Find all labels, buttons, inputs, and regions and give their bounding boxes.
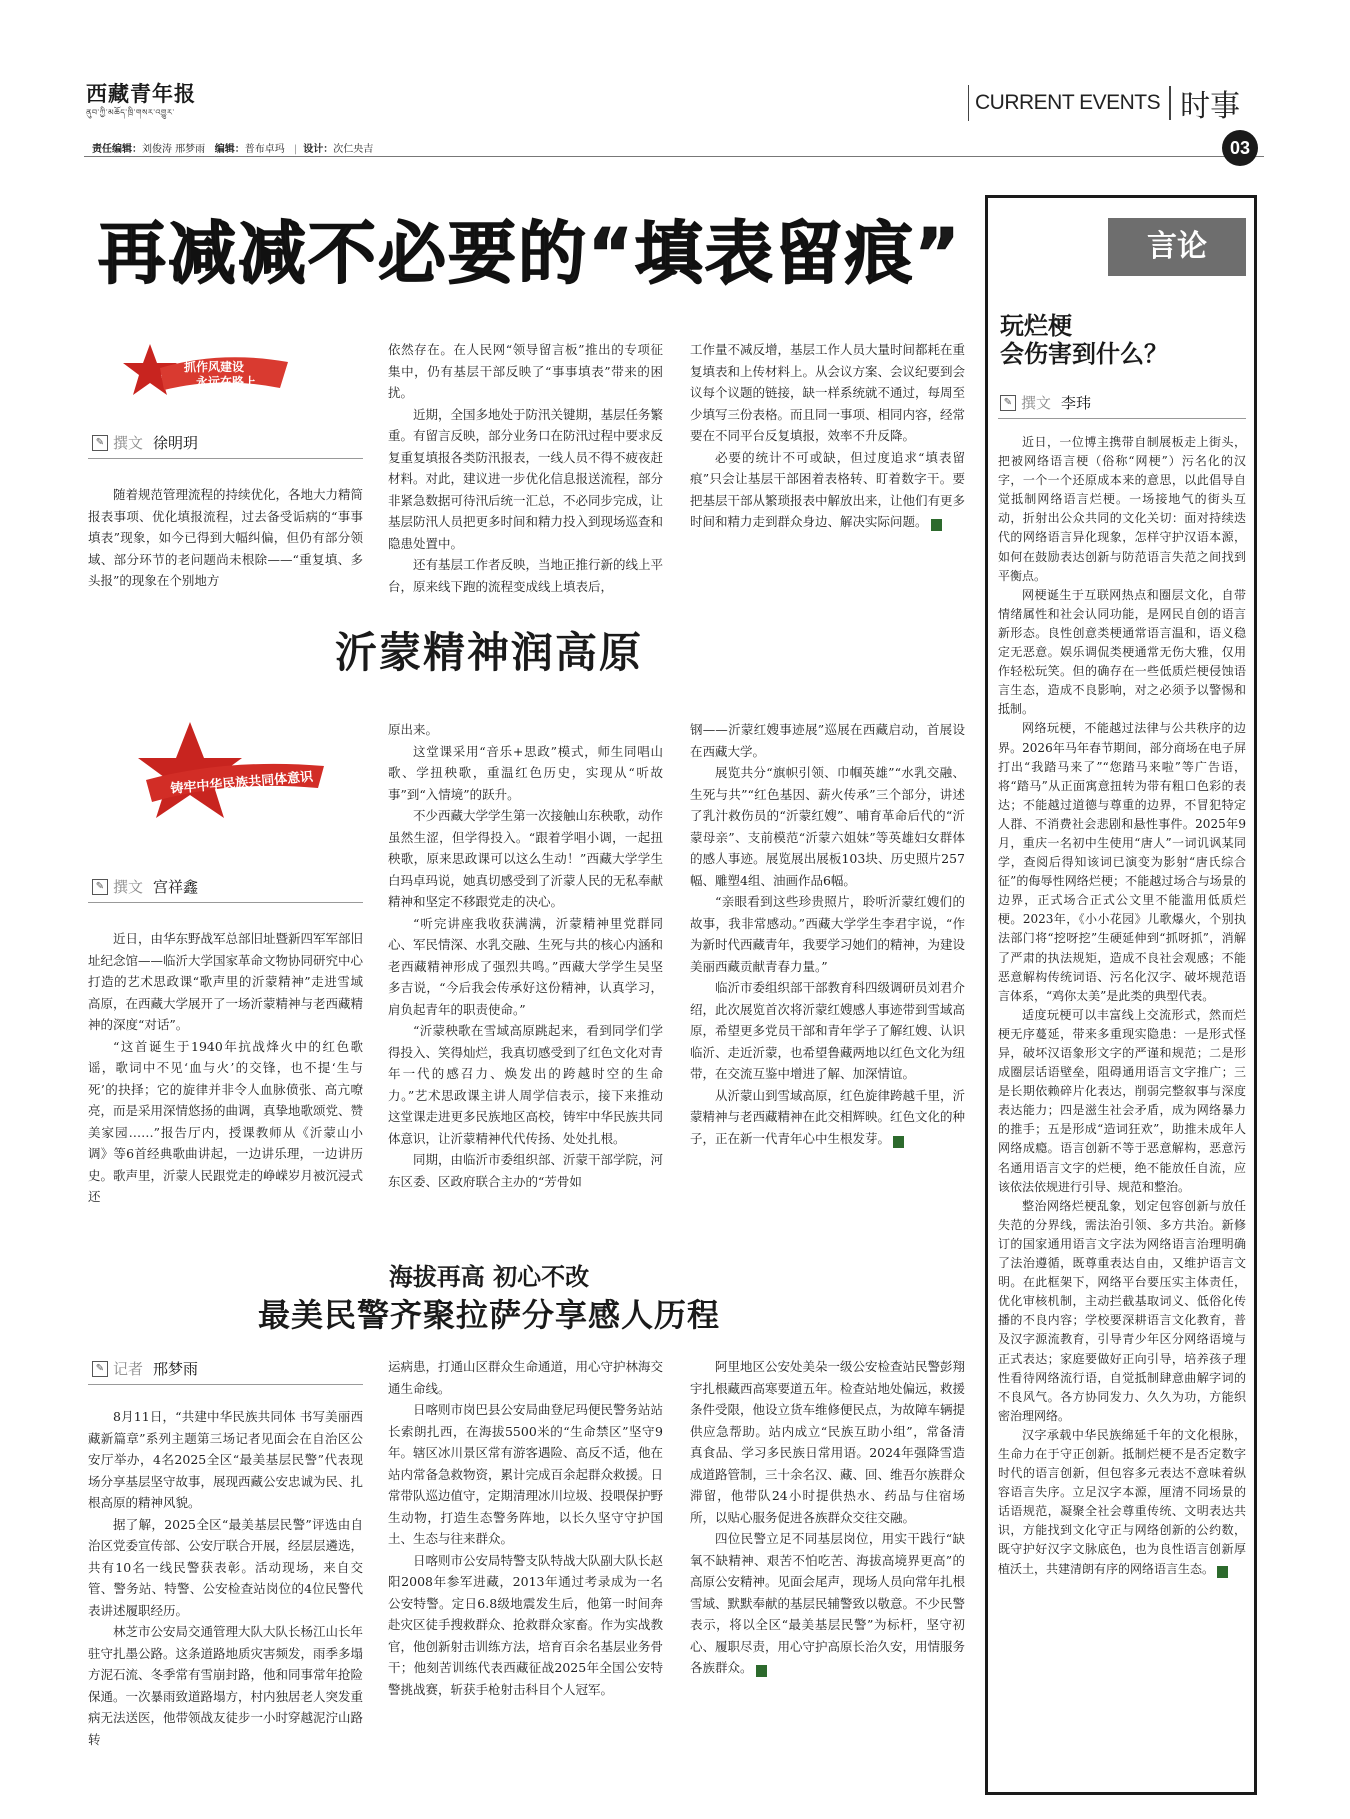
- end-mark-icon: 青: [893, 1136, 904, 1148]
- paragraph: 林芝市公安局交通管理大队大队长杨江山长年驻守扎墨公路。这条道路地质灾害频发，雨季多塌方泥石流、冬季常有雪崩封路，他和同事常年抢险保通。一次暴雨致道路塌方，村内独居老人突发重病无法送医，他带领战友徒步一小时穿越泥泞山路转: [88, 1624, 364, 1747]
- paragraph: 据了解，2025全区“最美基层民警”评选由自治区党委宣传部、公安厅联合开展，经层层遴选，共有10名一线民警获表彰。活动现场，来自交管、警务站、特警、公安检查站岗位的4位民警代表讲述履职经历。: [88, 1516, 364, 1618]
- masthead-title: 西藏青年报: [86, 81, 196, 106]
- opinion-byline: [1000, 392, 1240, 413]
- article2-col1: [88, 928, 363, 1208]
- paragraph: 网络玩梗，不能越过法律与公共秩序的边界。2026年马年春节期间，部分商场在电子屏打出“我踏马来了”“您踏马来啦”等广告语，将“踏马”从正面寓意扭转为带有粗口色彩的表达；不能越过道德与尊重的边界，不冒犯特定人群、不消费社会悲剧和悬性事件。2025年9月，重庆一名初中生使用“唐人”一词讥讽某同学，查阅后得知该词已演变为影射“唐氏综合征”的侮辱性网络烂梗；不能越过场合与场景的边界，正式场合正式公文里不能滥用低质烂梗。2023年，《小小花园》儿歌爆火，个别执法部门将“挖呀挖”生硬延伸到“抓呀抓”，消解了严肃的执法规矩，造成不良社会观感；不能恶意解构传统词语、污名化汉字、破坏规范语言体系，“鸡你太美”是此类的典型代表。: [998, 721, 1246, 1003]
- page-number: 03: [1222, 130, 1258, 166]
- paragraph: 还有基层工作者反映，当地正推行新的线上平台，原来线下跑的流程变成线上填表后，: [388, 557, 664, 594]
- paragraph: 临沂市委组织部干部教育科四级调研员刘君介绍，此次展览首次将沂蒙红嫂感人事迹带到雪域高原，希望更多党员干部和青年学子了解红嫂、认识临沂、走近沂蒙，也希望鲁藏两地以红色文化为纽带，在交流互鉴中增进了解、加深情谊。: [690, 980, 966, 1081]
- paragraph: “沂蒙秧歌在雪域高原跳起来，看到同学们学得投入、笑得灿烂，我真切感受到了红色文化对青年一代的感召力、焕发出的跨越时空的生命力。”艺术思政课主讲人周学信表示，接下来推动这堂课走进更多民族地区高校，铸牢中华民族共同体意识，让沂蒙精神代代传扬、处处扎根。: [388, 1023, 664, 1146]
- paragraph: 原出来。: [388, 722, 439, 737]
- paragraph: 运病患，打通山区群众生命通道，用心守护林海交通生命线。: [388, 1359, 664, 1396]
- article2-headline: 沂蒙精神润高原: [334, 628, 643, 677]
- logo-text-2: 永远在路上: [196, 375, 257, 389]
- byline-name: 邢梦雨: [153, 1360, 199, 1378]
- opinion-title-line1: 玩烂梗: [1000, 311, 1072, 340]
- paragraph: “这首诞生于1940年抗战烽火中的红色歌谣，歌词中不见‘血与火’的交锋，也不提‘生与死’的抉择；它的旋律并非令人血脉偾张、高亢嘹亮，而是采用深情悠扬的曲调，真挚地歌颂党、赞美家园……”报告厅内，授课教师从《沂蒙山小调》等6首经典歌曲讲起，一边讲乐理，一边讲历史。歌声里，沂蒙人民跟党走的峥嵘岁月被沉浸式还: [88, 1038, 364, 1204]
- article1-col2: [388, 339, 663, 597]
- paragraph: 日喀则市岗巴县公安局曲登尼玛便民警务站站长索朗扎西，在海拔5500米的“生命禁区”坚守9年。辖区冰川景区常有游客遇险、高反不适，他在站内常备急救物资，累计完成百余起群众救援。日常带队巡边值守，定期清理冰川垃圾、投喂保护野生动物，打造生态警务阵地，以长久坚守守护国土、生态与往来群众。: [388, 1402, 664, 1546]
- credits-line: 责任编辑：刘俊涛 邢梦雨 编辑：普布卓玛 | 设计：次仁央吉: [92, 144, 374, 155]
- article2-col2: [388, 719, 663, 1192]
- byline-rule: [88, 902, 363, 903]
- pen-icon: ✎: [1000, 395, 1016, 411]
- pen-icon: ✎: [92, 879, 108, 895]
- article1-headline: 再减减不必要的“填表留痕”: [98, 215, 962, 294]
- byline-role: 撰文: [113, 878, 144, 896]
- article2-col3: [690, 719, 965, 1149]
- masthead-subtitle: ནུབ་ཀྱི་མཆོད་ཁྲི་གསར་འགྱུར་: [86, 108, 175, 117]
- paragraph: 阿里地区公安处美朵一级公安检查站民警彭翔宇扎根藏西高寒要道五年。检查站地处偏远，救援条件受限，他设立货车维修便民点，为故障车辆提供应急帮助。站内成立“民族互助小组”，常备清真食品、学习多民族日常用语。2024年强降雪造成道路管制，三十余名汉、藏、回、维吾尔族群众滞留，他带队24小时提供热水、药品与住宿场所，以贴心服务促进各族群众交往交融。: [690, 1359, 966, 1525]
- logo-text: 铸牢中华民族共同体意识: [169, 769, 314, 798]
- paragraph: 日喀则市公安局特警支队特战大队副大队长赵阳2008年参军进藏，2013年通过考录成为一名公安特警。定日6.8级地震发生后，他第一时间奔赴灾区徒手搜救群众、抢救群众家畜。作为实战教官，他创新射击训练方法，培育百余名基层业务骨干；他刻苦训练代表西藏征战2025年全国公安特警挑战赛，斩获手枪射击科目个人冠军。: [388, 1552, 664, 1697]
- credits-design-label: 设计：: [303, 144, 334, 155]
- section-cn: 时事: [1180, 89, 1241, 124]
- article1-byline: [92, 432, 198, 453]
- article1-col1: [88, 484, 363, 592]
- end-mark-icon: 青: [1217, 1566, 1228, 1578]
- article3-col2: [388, 1356, 663, 1796]
- byline-name: 李玮: [1061, 394, 1092, 412]
- paragraph: 近期，全国多地处于防汛关键期，基层任务繁重。有留言反映，部分业务口在防汛过程中要求反复重复填报各类防汛报表，一线人员不得不疲夜赶材料。对此，建议进一步优化信息报送流程，部分非紧急数据可待汛后统一汇总，不必同步完成，让基层防汛人员把更多时间和精力投入到现场巡查和隐患处置中。: [388, 406, 664, 551]
- article3-kicker: 海拔再高 初心不改: [388, 1262, 590, 1291]
- opinion-title: [1000, 312, 1240, 368]
- paragraph: 整治网络烂梗乱象，划定包容创新与放任失范的分界线，需法治引领、多方共治。新修订的国家通用语言文字法为网络语言治理明确了法治遵循，既尊重表达自由，又维护语言文明。在此框架下，网络平台要压实主体责任，优化审核机制，主动拦截基取词义、低俗化传播的不良内容；学校要深耕语言文化教育，普及汉字源流教育，引导青少年区分网络语境与正式表达；家庭要做好正向引导，培养孩子理性看待网络流行语，自觉抵制肆意曲解字词的不良风气。各方协同发力、久久为功，方能织密治理网络。: [998, 1198, 1246, 1423]
- section-en: CURRENT EVENTS: [975, 91, 1161, 114]
- credits-editor-label: 责任编辑：: [92, 144, 142, 155]
- byline-role: 记者: [113, 1360, 144, 1378]
- paragraph: 必要的统计不可或缺，但过度追求“填表留痕”只会让基层干部困着表格转、盯着数字干。要把基层干部从繁琐报表中解放出来，让他们有更多时间和精力走到群众身边、解决实际问题。 青: [690, 449, 966, 530]
- end-mark-icon: 青: [756, 1665, 767, 1677]
- credits-editor: 刘俊涛 邢梦雨: [142, 144, 206, 155]
- byline-role: 撰文: [113, 434, 144, 452]
- paragraph: 随着规范管理流程的持续优化，各地大力精简报表事项、优化填报流程，过去备受诟病的“事事填表”现象，如今已得到大幅纠偏，但仍有部分领域、部分环节的老问题尚未根除——“重复填、多头报”的现象在个别地方: [88, 487, 364, 588]
- paragraph: 8月11日，“共建中华民族共同体 书写美丽西藏新篇章”系列主题第三场记者见面会在自治区公安厅举办，4名2025全区“最美基层民警”代表现场分享基层坚守故事，展现西藏公安忠诚为民、扎根高原的精神风貌。: [88, 1409, 364, 1510]
- paragraph: “亲眼看到这些珍贵照片，聆听沂蒙红嫂们的故事，我非常感动。”西藏大学学生李君宇说，“作为新时代西藏青年，我要学习她们的精神，为建设美丽西藏贡献青春力量。”: [690, 894, 966, 974]
- paragraph: “听完讲座我收获满满，沂蒙精神里党群同心、军民情深、水乳交融、生死与共的核心内涵和老西藏精神形成了强烈共鸣。”西藏大学学生吴坚多吉说，“今后我会传承好这份精神，认真学习，肩负起青年的职责使命。”: [388, 915, 664, 1017]
- paragraph: 网梗诞生于互联网热点和圈层文化，自带情绪属性和社会认同功能，是网民自创的语言新形态。良性创意类梗通常语言温和，语义稳定无恶意。娱乐调侃类梗通常无伤大雅，仅用作轻松玩笑。但的确存在一些低质烂梗侵蚀语言生态，造成不良影响，对之必须予以警惕和抵制。: [998, 587, 1246, 717]
- article1-col3: [690, 339, 965, 533]
- opinion-title-line2: 会伤害到什么？: [1000, 339, 1168, 368]
- section-label: [968, 85, 1241, 124]
- paragraph: 钢——沂蒙红嫂事迹展”巡展在西藏启动，首展设在西藏大学。: [690, 722, 965, 759]
- byline-rule: [998, 418, 1246, 419]
- credits-design: 次仁央吉: [333, 144, 374, 155]
- credits-copy: 普布卓玛: [244, 144, 285, 155]
- paragraph: 适度玩梗可以丰富线上交流形式，然而烂梗无序蔓延，带来多重现实隐患：一是形式怪异，破坏汉语象形文字的严谨和规范；二是形成圈层话语壁垒，阻碍通用语言文字推广；三是长期依赖碎片化表达，削弱完整叙事与深度表达能力；四是滋生社会矛盾，成为网络暴力的推手；五是形成“造词狂欢”，助推未成年人网络成瘾。语言创新不等于恶意解构，恶意污名通用语言文字的烂梗，绝不能放任自流，应该依法依规进行引导、规范和整治。: [998, 1007, 1246, 1194]
- paragraph: 四位民警立足不同基层岗位，用实干践行“缺氧不缺精神、艰苦不怕吃苦、海拔高境界更高”的高原公安精神。见面会尾声，现场人员向常年扎根雪域、默默奉献的基层民辅警致以敬意。不少民警表示，将以全区“最美基层民警”为标杆，坚守初心、履职尽责，用心守护高原长治久安，用情服务各族群众。 青: [690, 1531, 966, 1676]
- byline-name: 宫祥鑫: [153, 878, 199, 896]
- paragraph: 工作量不减反增，基层工作人员大量时间都耗在重复填表和上传材料上。从会议方案、会议纪要到会议每个议题的链接，缺一样系统就不通过，每周至少填写三份表格。而且同一事项、相同内容，经常要在不同平台反复填报，效率不升反降。: [690, 342, 966, 443]
- unity-logo: [128, 718, 328, 828]
- opinion-tag: 言论: [1108, 218, 1246, 276]
- byline-name: 徐明玥: [153, 434, 199, 452]
- article3-col1: [88, 1406, 363, 1796]
- paragraph: 汉字承载中华民族绵延千年的文化根脉，生命力在于守正创新。抵制烂梗不是否定数字时代的语言创新，但包容多元表达不意味着纵容语言失序。立足汉字本源，厘清不同场景的话语规范，凝聚全社会尊重传统、文明表达共识，方能找到文化守正与网络创新的公约数，既守护好汉字文脉底色，也为良性语言创新厚植沃土，共建清朗有序的网络语言生态。 青: [998, 1427, 1251, 1577]
- header-rule: [84, 156, 1264, 157]
- byline-role: 撰文: [1021, 394, 1052, 412]
- paragraph: 展览共分“旗帜引领、巾帼英雄”“水乳交融、生死与共”“红色基因、薪火传承”三个部分，讲述了乳汁救伤员的“沂蒙红嫂”、哺育革命后代的“沂蒙母亲”、支前模范“沂蒙六姐妹”等英雄妇女群体的感人事迹。展览展出展板103块、历史照片257幅、雕塑4组、油画作品6幅。: [690, 765, 965, 888]
- logo-text-1: 抓作风建设: [184, 360, 245, 374]
- paragraph: 从沂蒙山到雪域高原，红色旋律跨越千里，沂蒙精神与老西藏精神在此交相辉映。红色文化的种子，正在新一代青年心中生根发芽。 青: [690, 1087, 966, 1147]
- paragraph: 近日，由华东野战军总部旧址暨新四军军部旧址纪念馆——临沂大学国家革命文物协同研究中心打造的艺术思政课“歌声里的沂蒙精神”走进雪域高原，在西藏大学展开了一场沂蒙精神与老西藏精神的深度“对话”。: [88, 931, 364, 1032]
- byline-rule: [88, 458, 363, 459]
- pen-icon: ✎: [92, 1361, 108, 1377]
- opinion-body: [998, 433, 1251, 1788]
- byline-rule: [88, 1384, 363, 1385]
- article2-byline: [92, 876, 198, 897]
- paragraph: 依然存在。在人民网“领导留言板”推出的专项征集中，仍有基层干部反映了“事事填表”带来的困扰。: [388, 342, 663, 400]
- paragraph: 同期，由临沂市委组织部、沂蒙干部学院，河东区委、区政府联合主办的“芳骨如: [388, 1152, 664, 1189]
- article3-byline: [92, 1358, 198, 1379]
- credits-copy-label: 编辑：: [214, 144, 245, 155]
- article3-col3: [690, 1356, 965, 1796]
- paragraph: 不少西藏大学学生第一次接触山东秧歌，动作虽然生涩，但学得投入。“跟着学唱小调，一起扭秧歌，原来思政课可以这么生动！”西藏大学学生白玛卓玛说，她真切感受到了沂蒙人民的无私奉献精神和坚定不移跟党走的决心。: [388, 808, 664, 909]
- paragraph: 近日，一位博主携带自制展板走上街头，把被网络语言梗（俗称“网梗”）污名化的汉字，一个一个还原成本来的意思，以此倡导自觉抵制网络语言烂梗。一场接地气的街头互动，折射出公众共同的文化关切：面对持续迭代的网络语言异化现象，怎样守护汉语本源，如何在鼓励表达创新与防范语言失范之间找到平衡点。: [998, 435, 1246, 583]
- paragraph: 这堂课采用“音乐+思政”模式，师生同唱山歌、学扭秧歌，重温红色历史，实现从“听故事”到“入情境”的跃升。: [388, 743, 663, 802]
- section-divider: [1169, 86, 1171, 120]
- pen-icon: ✎: [92, 435, 108, 451]
- discipline-logo: [120, 340, 290, 404]
- end-mark-icon: 青: [931, 519, 942, 531]
- article3-headline: 最美民警齐聚拉萨分享感人历程: [257, 1296, 720, 1334]
